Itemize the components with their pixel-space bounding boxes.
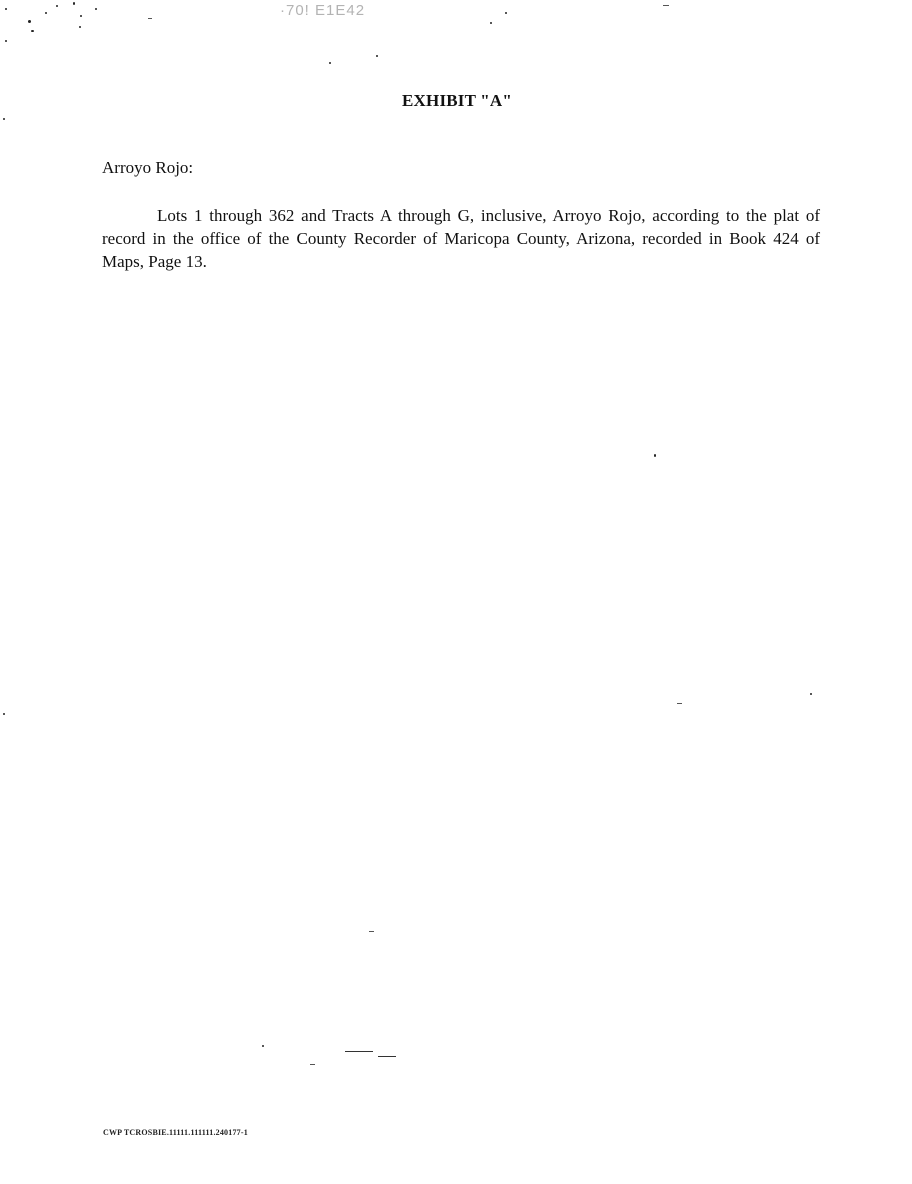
header-stamp: ·70! E1E42 (280, 2, 366, 19)
scan-speck (73, 2, 75, 5)
scan-speck (262, 1045, 264, 1047)
scan-speck (376, 55, 378, 57)
scan-speck (31, 30, 34, 32)
scan-dash (663, 5, 669, 6)
section-label: Arroyo Rojo: (102, 158, 194, 177)
scan-speck (28, 20, 31, 23)
scan-dash (378, 1056, 396, 1057)
exhibit-title: EXHIBIT "A" (402, 91, 513, 110)
scan-dash (677, 703, 682, 704)
scan-dash (310, 1064, 315, 1065)
scan-speck (56, 5, 58, 7)
scan-speck (654, 454, 656, 457)
scan-speck (80, 15, 82, 17)
scan-speck (505, 12, 507, 14)
scan-speck (5, 8, 7, 10)
scan-speck (79, 26, 81, 28)
scan-speck (45, 12, 47, 14)
scan-speck (490, 22, 492, 24)
scan-speck (5, 40, 7, 42)
footer-code: CWP TCROSBIE.11111.111111.240177-1 (103, 1128, 248, 1137)
scan-dash (148, 18, 152, 19)
scan-dash (345, 1051, 373, 1052)
scan-speck (3, 118, 5, 120)
scan-speck (95, 8, 97, 10)
scan-dash (369, 931, 374, 932)
scan-speck (329, 62, 331, 64)
legal-description: Lots 1 through 362 and Tracts A through G, inclusive, Arroyo Rojo, according to the plat of record in the office of the County Recorder of Maricopa County, Arizona, recorded in Book 424 of Maps, Page 13. (102, 206, 820, 271)
scan-speck (3, 713, 5, 715)
scan-speck (810, 693, 812, 695)
